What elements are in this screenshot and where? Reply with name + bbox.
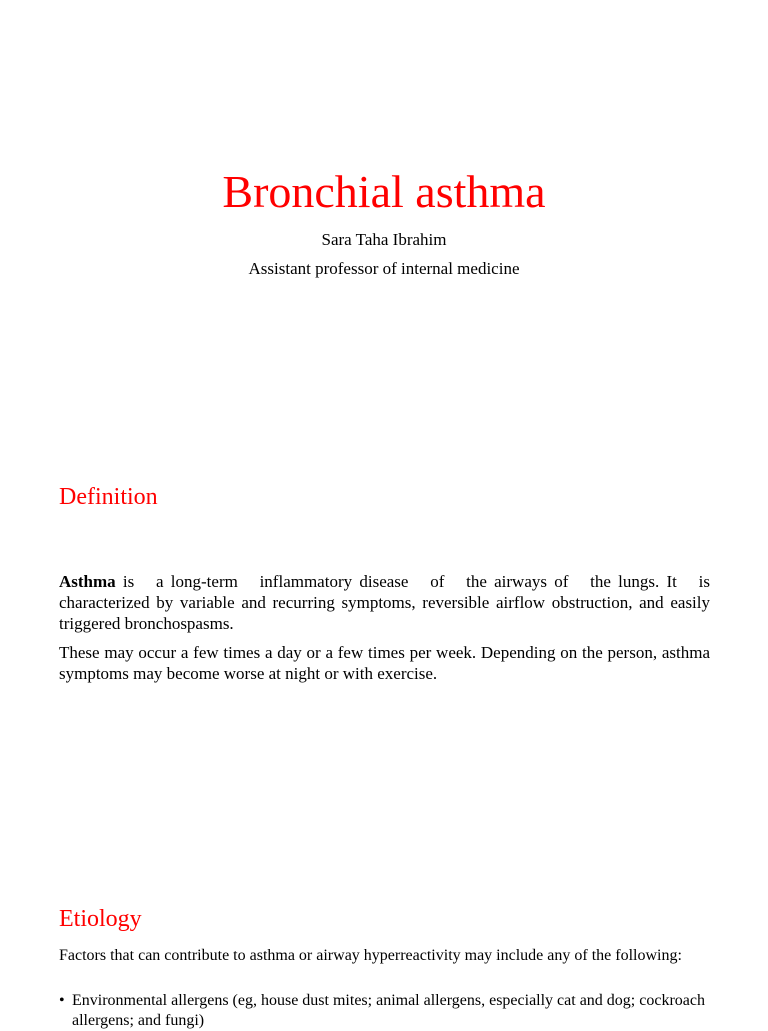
author-position: Assistant professor of internal medicine <box>248 259 520 278</box>
list-item <box>59 991 710 1031</box>
etiology-heading: Etiology <box>59 906 142 932</box>
list-item-text: Environmental allergens (eg, house dust mites; animal allergens, especially cat and dog; cockroach allergens; and fungi) <box>72 992 705 1029</box>
definition-paragraph-2: These may occur a few times a day or a few times per week. Depending on the person, asthma symptoms may become worse at night or with exercise. <box>59 643 710 683</box>
definition-paragraph-1-text: is a long-term inflammatory disease of the airways of the lungs. It is characterized by variable and recurring symptoms, reversible airflow obstruction, and easily triggered bronchospasms. <box>59 572 715 633</box>
definition-paragraph-1 <box>59 571 715 634</box>
author-name: Sara Taha Ibrahim <box>321 230 447 249</box>
etiology-intro: Factors that can contribute to asthma or airway hyperreactivity may include any of the following: <box>59 947 682 964</box>
asthma-term: Asthma <box>59 572 116 591</box>
definition-heading: Definition <box>59 484 158 510</box>
presentation-title: Bronchial asthma <box>222 166 546 217</box>
title-slide <box>0 0 768 430</box>
etiology-list <box>59 991 710 1031</box>
bullet-icon: • <box>59 992 65 1009</box>
